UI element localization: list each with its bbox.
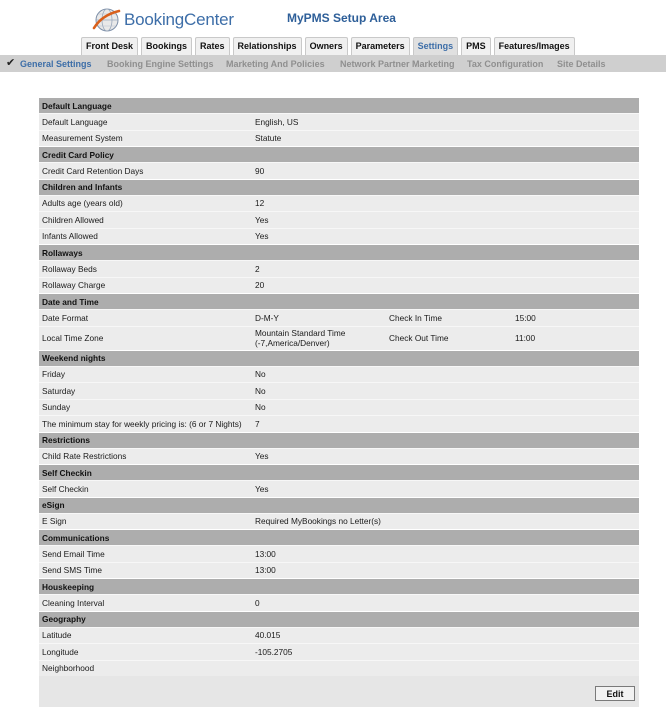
header: [0, 0, 666, 38]
section-title: Houskeeping: [39, 579, 639, 595]
setting-row: [39, 366, 639, 383]
section-header: [39, 611, 639, 627]
subtab-site-details[interactable]: Site Details: [557, 59, 606, 69]
setting-row: [39, 130, 639, 147]
sub-nav: [0, 55, 666, 72]
section-header: [39, 294, 639, 310]
setting-label: Send Email Time: [39, 546, 252, 563]
setting-value: D-M-Y: [252, 310, 386, 327]
subtab-booking-engine-settings[interactable]: Booking Engine Settings: [107, 59, 214, 69]
setting-row: [39, 562, 639, 579]
app-title: MyPMS Setup Area: [287, 11, 396, 25]
setting-value: 13:00: [252, 562, 639, 579]
globe-logo-icon: [92, 6, 122, 34]
section-header: [39, 179, 639, 195]
setting-row: [39, 644, 639, 661]
tab-settings[interactable]: Settings: [413, 37, 459, 55]
setting-value: No: [252, 366, 639, 383]
setting-row: [39, 326, 639, 350]
setting-row: [39, 416, 639, 433]
section-header: [39, 350, 639, 366]
section-title: Self Checkin: [39, 465, 639, 481]
section-title: Rollaways: [39, 245, 639, 261]
settings-table: [39, 97, 639, 676]
setting-label: Cleaning Interval: [39, 595, 252, 612]
setting-label: Sunday: [39, 399, 252, 416]
subtab-tax-configuration[interactable]: Tax Configuration: [467, 59, 544, 69]
setting-value: 2: [252, 261, 639, 278]
section-title: Default Language: [39, 98, 639, 114]
setting-value: 20: [252, 277, 639, 294]
setting-value: Yes: [252, 448, 639, 465]
setting-row: [39, 114, 639, 131]
setting-label: Check Out Time: [386, 326, 512, 350]
setting-label: Date Format: [39, 310, 252, 327]
setting-value: Yes: [252, 228, 639, 245]
main-tabs: [81, 37, 575, 55]
tab-pms[interactable]: PMS: [461, 37, 491, 55]
setting-value: Statute: [252, 130, 639, 147]
setting-value: [252, 660, 639, 676]
setting-label: Self Checkin: [39, 481, 252, 498]
setting-value: No: [252, 383, 639, 400]
section-title: Restrictions: [39, 432, 639, 448]
setting-row: [39, 228, 639, 245]
setting-label: Friday: [39, 366, 252, 383]
setting-row: [39, 399, 639, 416]
setting-value: 11:00: [512, 326, 639, 350]
setting-value: English, US: [252, 114, 639, 131]
setting-row: [39, 627, 639, 644]
section-title: eSign: [39, 497, 639, 513]
bookingcenter-logo[interactable]: [92, 5, 234, 35]
subtab-marketing-and-policies[interactable]: Marketing And Policies: [226, 59, 325, 69]
setting-label: Credit Card Retention Days: [39, 163, 252, 180]
edit-button[interactable]: Edit: [595, 686, 635, 701]
setting-value: Required MyBookings no Letter(s): [252, 513, 639, 530]
section-header: [39, 432, 639, 448]
tab-relationships[interactable]: Relationships: [233, 37, 302, 55]
setting-label: Child Rate Restrictions: [39, 448, 252, 465]
setting-label: Default Language: [39, 114, 252, 131]
setting-value: Yes: [252, 481, 639, 498]
section-header: [39, 245, 639, 261]
section-header: [39, 98, 639, 114]
setting-label: The minimum stay for weekly pricing is: (6 or 7 Nights): [39, 416, 252, 433]
section-header: [39, 147, 639, 163]
section-header: [39, 465, 639, 481]
section-header: [39, 530, 639, 546]
setting-value: 12: [252, 195, 639, 212]
section-header: [39, 497, 639, 513]
setting-row: [39, 448, 639, 465]
setting-row: [39, 660, 639, 676]
setting-row: [39, 163, 639, 180]
setting-row: [39, 595, 639, 612]
setting-row: [39, 513, 639, 530]
setting-row: [39, 195, 639, 212]
setting-label: Local Time Zone: [39, 326, 252, 350]
setting-row: [39, 481, 639, 498]
setting-label: Check In Time: [386, 310, 512, 327]
setting-value: 15:00: [512, 310, 639, 327]
tab-features-images[interactable]: Features/Images: [494, 37, 575, 55]
setting-label: Measurement System: [39, 130, 252, 147]
setting-row: [39, 383, 639, 400]
setting-value: 40.015: [252, 627, 639, 644]
setting-label: Saturday: [39, 383, 252, 400]
setting-row: [39, 261, 639, 278]
setting-value: No: [252, 399, 639, 416]
tab-owners[interactable]: Owners: [305, 37, 348, 55]
subtab-network-partner-marketing[interactable]: Network Partner Marketing: [340, 59, 455, 69]
setting-value: -105.2705: [252, 644, 639, 661]
section-title: Communications: [39, 530, 639, 546]
checkmark-icon: ✔: [6, 57, 16, 69]
setting-label: Neighborhood: [39, 660, 252, 676]
setting-value: Mountain Standard Time (-7,America/Denver): [252, 326, 386, 350]
setting-row: [39, 546, 639, 563]
brand-name: BookingCenter: [124, 10, 234, 29]
tab-parameters[interactable]: Parameters: [351, 37, 410, 55]
section-header: [39, 579, 639, 595]
setting-value: 13:00: [252, 546, 639, 563]
setting-value: 0: [252, 595, 639, 612]
setting-label: Rollaway Beds: [39, 261, 252, 278]
subtab-general-settings[interactable]: General Settings: [20, 59, 92, 69]
setting-label: Children Allowed: [39, 212, 252, 229]
section-title: Credit Card Policy: [39, 147, 639, 163]
setting-label: Rollaway Charge: [39, 277, 252, 294]
setting-label: Latitude: [39, 627, 252, 644]
setting-value: 7: [252, 416, 639, 433]
tab-bookings[interactable]: Bookings: [141, 37, 192, 55]
setting-label: Adults age (years old): [39, 195, 252, 212]
setting-value: 90: [252, 163, 639, 180]
setting-label: Longitude: [39, 644, 252, 661]
section-title: Date and Time: [39, 294, 639, 310]
tab-front-desk[interactable]: Front Desk: [81, 37, 138, 55]
section-title: Weekend nights: [39, 350, 639, 366]
setting-label: Send SMS Time: [39, 562, 252, 579]
settings-panel: [39, 97, 639, 707]
setting-row: [39, 212, 639, 229]
setting-label: Infants Allowed: [39, 228, 252, 245]
section-title: Children and Infants: [39, 179, 639, 195]
tab-rates[interactable]: Rates: [195, 37, 230, 55]
setting-row: [39, 277, 639, 294]
setting-row: [39, 310, 639, 327]
section-title: Geography: [39, 611, 639, 627]
setting-label: E Sign: [39, 513, 252, 530]
setting-value: Yes: [252, 212, 639, 229]
